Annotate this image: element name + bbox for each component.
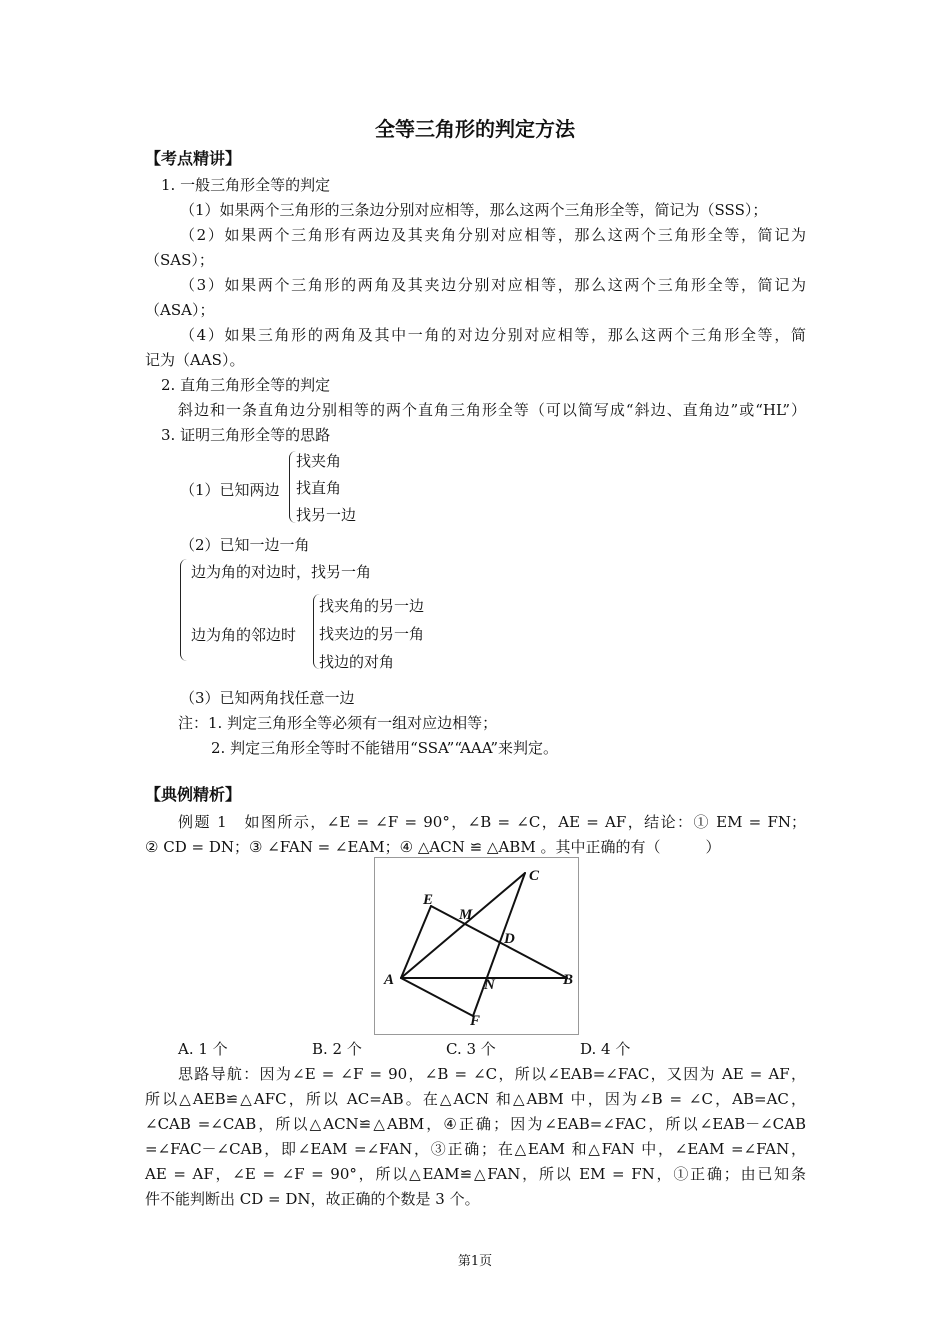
known-two-angles: （3）已知两角找任意一边 (180, 689, 355, 707)
solution-line2: 所以△AEB≌△AFC，所以 AC=AB。在△ACN 和△ABM 中，因为∠B = ∠C，AB=AC， (145, 1090, 806, 1108)
note-2: 2. 判定三角形全等时不能错用“SSA”“AAA”来判定。 (211, 739, 559, 757)
option-other-angle-of-side: 找夹边的另一角 (319, 625, 425, 643)
rule-aas-line2: 记为（AAS）。 (145, 351, 245, 369)
case-opposite-side: 边为角的对边时，找另一角 (191, 563, 372, 581)
label-m: M (459, 907, 473, 923)
rule-asa-line1: （3）如果两个三角形的两角及其夹边分别对应相等，那么这两个三角形全等，简记为 (180, 276, 806, 294)
triangle-figure-svg (375, 858, 578, 1034)
option-right-angle: 找直角 (296, 479, 342, 497)
answer-option-b: B. 2 个 (312, 1040, 362, 1058)
label-b: B (563, 972, 574, 988)
example-1-line2: ② CD = DN；③ ∠FAN = ∠EAM；④ △ACN ≌ △ABM 。其中正确的有（ ） (145, 838, 721, 856)
rule-asa-line2: （ASA）； (145, 301, 215, 319)
solution-line6: 件不能判断出 CD = DN，故正确的个数是 3 个。 (145, 1190, 480, 1208)
answer-option-d: D. 4 个 (580, 1040, 631, 1058)
label-n: N (484, 977, 495, 993)
solution-line5: AE = AF，∠E = ∠F = 90°，所以△EAM≌△FAN，所以 EM = FN，①正确；由已知条 (145, 1165, 806, 1183)
solution-line4: =∠FAC－∠CAB，即∠EAM =∠FAN，③正确；在△EAM 和△FAN 中，∠EAM =∠FAN， (145, 1140, 806, 1158)
known-two-sides-label: （1）已知两边 (180, 481, 280, 499)
rule-sas-line1: （2）如果两个三角形有两边及其夹角分别对应相等，那么这两个三角形全等，简记为 (180, 226, 806, 244)
option-other-side: 找另一边 (296, 506, 357, 524)
page-number: 第1页 (457, 1254, 493, 1269)
geometry-figure (374, 857, 579, 1035)
label-d: D (504, 931, 515, 947)
label-e: E (423, 892, 434, 908)
note-1: 注：1. 判定三角形全等必须有一组对应边相等； (178, 714, 498, 732)
example-1-line1: 例题 1 如图所示，∠E = ∠F = 90°，∠B = ∠C，AE = AF，结论：① EM = FN； (178, 813, 806, 831)
section-heading-key-points: 【考点精讲】 (145, 149, 242, 168)
case-adjacent-side: 边为角的邻边时 (191, 626, 297, 644)
answer-option-c: C. 3 个 (446, 1040, 496, 1058)
label-c: C (529, 868, 540, 884)
label-f: F (470, 1013, 481, 1029)
section-heading-examples: 【典例精析】 (145, 785, 242, 804)
rule-hl: 斜边和一条直角边分别相等的两个直角三角形全等（可以简写成“斜边、直角边”或“HL”） (178, 401, 806, 419)
point-2-heading: 2. 直角三角形全等的判定 (161, 376, 331, 394)
option-other-side-of-angle: 找夹角的另一边 (319, 597, 425, 615)
rule-sss: （1）如果两个三角形的三条边分别对应相等，那么这两个三角形全等，简记为（SSS）； (180, 201, 768, 219)
known-side-angle-label: （2）已知一边一角 (180, 536, 310, 554)
option-opposite-angle: 找边的对角 (319, 653, 395, 671)
page-title: 全等三角形的判定方法 (375, 117, 575, 141)
segment-af (401, 978, 473, 1016)
point-1-heading: 1. 一般三角形全等的判定 (161, 176, 331, 194)
rule-aas-line1: （4）如果三角形的两角及其中一角的对边分别对应相等，那么这两个三角形全等，简 (180, 326, 806, 344)
point-3-heading: 3. 证明三角形全等的思路 (161, 426, 331, 444)
rule-sas-line2: （SAS）； (145, 251, 214, 269)
segment-ae (401, 906, 431, 978)
solution-line1: 思路导航：因为∠E = ∠F = 90，∠B = ∠C，所以∠EAB=∠FAC，又因为 AE = AF， (178, 1065, 806, 1083)
solution-line3: ∠CAB =∠CAB，所以△ACN≌△ABM，④正确；因为∠EAB=∠FAC，所以∠EAB－∠CAB (145, 1115, 806, 1133)
label-a: A (384, 972, 395, 988)
brace-side-angle (180, 559, 189, 661)
option-included-angle: 找夹角 (296, 452, 342, 470)
answer-option-a: A. 1 个 (178, 1040, 228, 1058)
